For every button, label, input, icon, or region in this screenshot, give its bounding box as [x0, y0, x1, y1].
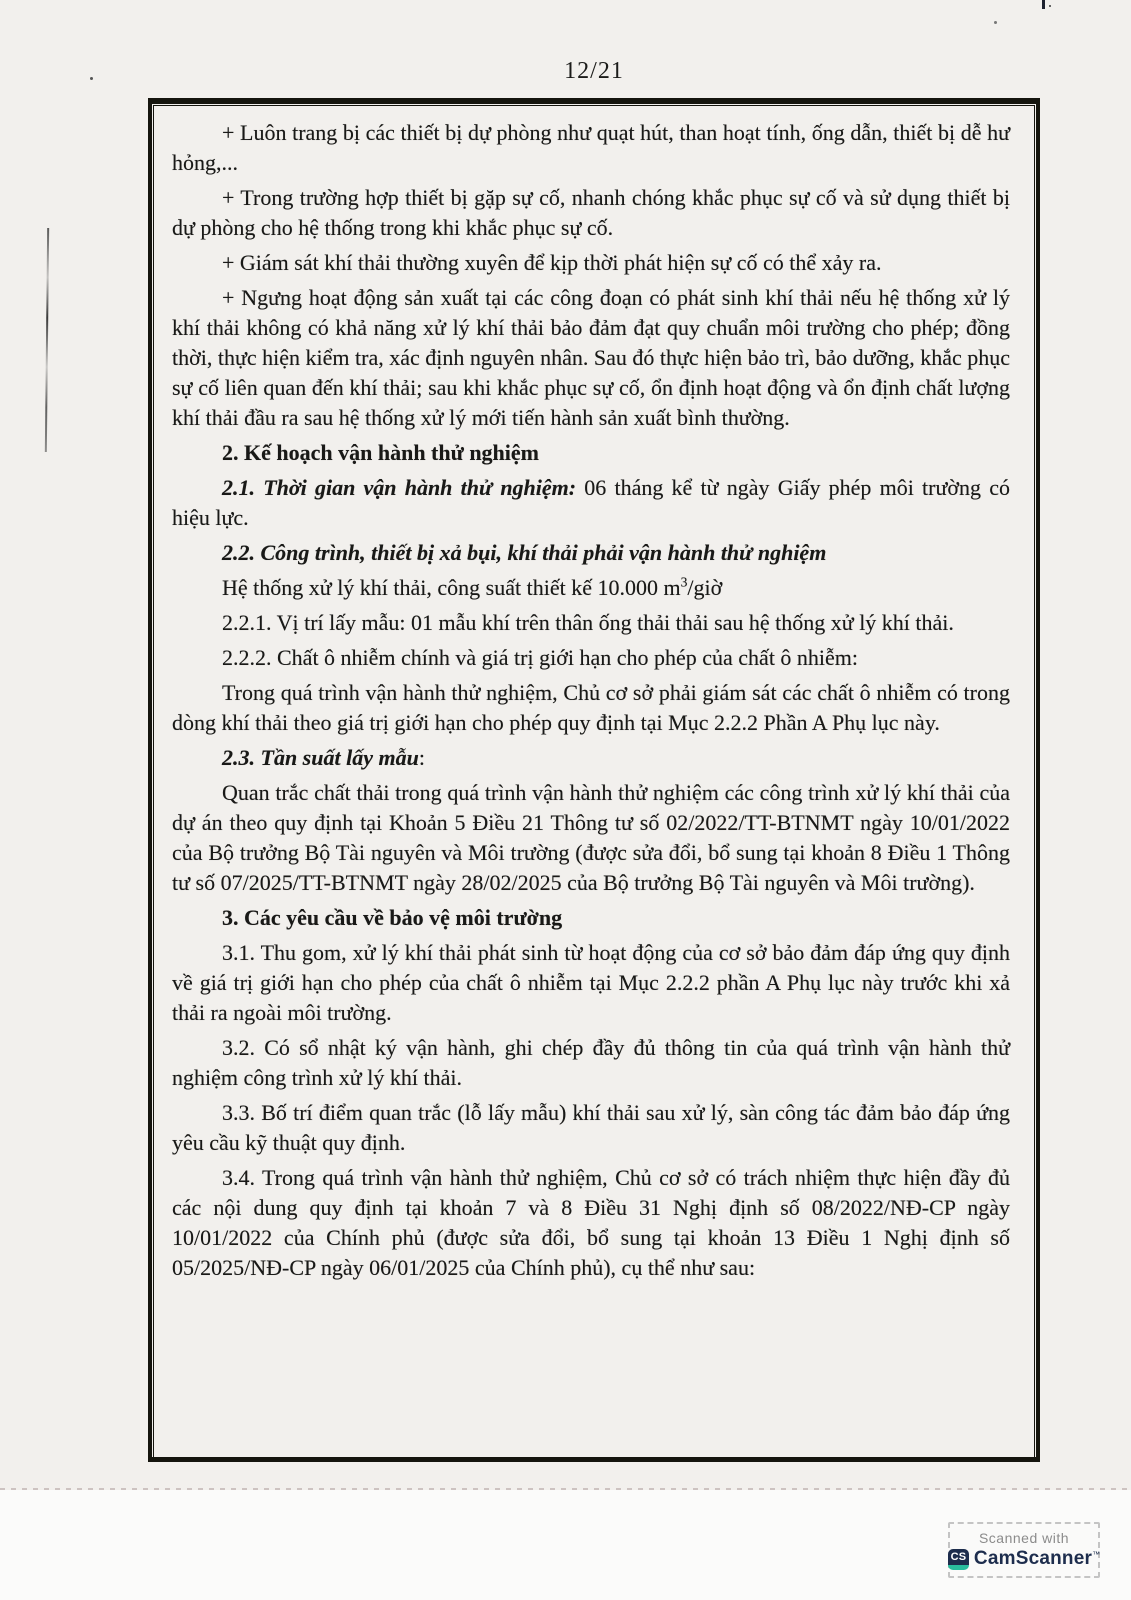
paragraph: [172, 573, 1010, 603]
paragraph: [172, 183, 1010, 243]
camscanner-logo-letters: CS: [948, 1549, 969, 1565]
text-segment: 3: [680, 574, 688, 590]
ink-mark: [1042, 0, 1045, 9]
text-segment: + Trong trường hợp thiết bị gặp sự cố, nhanh chóng khắc phục sự cố và sử dụng thiết bị dự phòng cho hệ thống trong khi khắc phục sự cố.: [172, 185, 1010, 240]
document-frame-inner: [153, 105, 1035, 1458]
scan-edge-line: [0, 1488, 1131, 1490]
section-heading: [172, 903, 1010, 933]
text-segment: 3.3. Bố trí điểm quan trắc (lỗ lấy mẫu) khí thải sau xử lý, sàn công tác đảm bảo đáp ứng yêu cầu kỹ thuật quy định.: [172, 1100, 1010, 1155]
badge-trademark: ™: [1092, 1550, 1101, 1559]
paragraph: [172, 938, 1010, 1028]
paragraph: [172, 248, 1010, 278]
ink-mark: [994, 21, 997, 24]
text-segment: 2.2.1. Vị trí lấy mẫu: 01 mẫu khí trên thân ống thải thải sau hệ thống xử lý khí thải.: [222, 610, 954, 635]
camscanner-logo-icon: [948, 1549, 969, 1570]
paragraph: [172, 283, 1010, 433]
text-segment: 3.4. Trong quá trình vận hành thử nghiệm, Chủ cơ sở có trách nhiệm thực hiện đầy đủ các nội dung quy định tại khoản 7 và 8 Điều 31 Nghị định số 08/2022/NĐ-CP ngày 10/01/2022 của Chính phủ (được sửa đổi, bổ sung tại khoản 13 Điều 1 Nghị định số 05/2025/NĐ-CP ngày 06/01/2025 của Chính phủ), cụ thể như sau:: [172, 1165, 1010, 1280]
paragraph: [172, 608, 1010, 638]
text-segment: 2.2. Công trình, thiết bị xả bụi, khí thải phải vận hành thử nghiệm: [222, 540, 827, 565]
text-segment: /giờ: [687, 575, 723, 600]
section-heading: [172, 438, 1010, 468]
badge-scanned-with-label: Scanned with: [978, 1530, 1070, 1546]
paragraph: [172, 678, 1010, 738]
text-segment: 2. Kế hoạch vận hành thử nghiệm: [222, 440, 539, 465]
badge-brand-row: [948, 1548, 1100, 1570]
document-frame: [148, 98, 1040, 1462]
text-segment: 2.1. Thời gian vận hành thử nghiệm:: [222, 475, 577, 500]
paragraph: [172, 1163, 1010, 1283]
paragraph: [172, 1098, 1010, 1158]
badge-brand-name: CamScanner: [973, 1548, 1093, 1569]
paragraph: [172, 743, 1010, 773]
text-segment: Hệ thống xử lý khí thải, công suất thiết kế 10.000 m: [222, 575, 681, 600]
text-segment: Quan trắc chất thải trong quá trình vận hành thử nghiệm các công trình xử lý khí thải của dự án theo quy định tại Khoản 5 Điều 21 Thông tư số 02/2022/TT-BTNMT ngày 10/01/2022 của Bộ trưởng Bộ Tài nguyên và Môi trường (được sửa đổi, bổ sung tại khoản 8 Điều 1 Thông tư số 07/2025/TT-BTNMT ngày 28/02/2025 của Bộ trưởng Bộ Tài nguyên và Môi trường).: [172, 780, 1010, 895]
text-segment: + Giám sát khí thải thường xuyên để kịp thời phát hiện sự cố có thể xảy ra.: [222, 250, 882, 275]
ink-mark: [1049, 5, 1051, 7]
camscanner-logo-band: [948, 1565, 969, 1570]
text-segment: 3.2. Có sổ nhật ký vận hành, ghi chép đầy đủ thông tin của quá trình vận hành thử nghiệm công trình xử lý khí thải.: [172, 1035, 1010, 1090]
text-segment: 3. Các yêu cầu về bảo vệ môi trường: [222, 905, 563, 930]
paragraph: [172, 643, 1010, 673]
paragraph: [172, 538, 1010, 568]
text-segment: 2.2.2. Chất ô nhiễm chính và giá trị giới hạn cho phép của chất ô nhiễm:: [222, 645, 859, 670]
text-segment: 3.1. Thu gom, xử lý khí thải phát sinh từ hoạt động của cơ sở bảo đảm đáp ứng quy định về giá trị giới hạn cho phép của chất ô nhiễm tại Mục 2.2.2 phần A Phụ lục này trước khi xả thải ra ngoài môi trường.: [172, 940, 1010, 1025]
paragraph: [172, 473, 1010, 533]
document-body: [172, 118, 1010, 1283]
camscanner-badge: [948, 1522, 1100, 1578]
ink-mark: [90, 77, 93, 80]
paragraph: [172, 778, 1010, 898]
text-segment: 2.3. Tần suất lấy mẫu: [222, 745, 419, 770]
page-number: 12/21: [564, 58, 624, 84]
text-segment: + Ngưng hoạt động sản xuất tại các công đoạn có phát sinh khí thải nếu hệ thống xử lý khí thải không có khả năng xử lý khí thải bảo đảm đạt quy chuẩn môi trường cho phép; đồng thời, thực hiện kiểm tra, xác định nguyên nhân. Sau đó thực hiện bảo trì, bảo dưỡng, khắc phục sự cố liên quan đến khí thải; sau khi khắc phục sự cố, ổn định hoạt động và ổn định chất lượng khí thải đầu ra sau hệ thống xử lý mới tiến hành sản xuất bình thường.: [172, 285, 1011, 430]
text-segment: 06 tháng kể từ ngày Giấy phép môi trường có hiệu lực.: [172, 475, 1010, 530]
text-segment: Trong quá trình vận hành thử nghiệm, Chủ cơ sở phải giám sát các chất ô nhiễm có trong dòng khí thải theo giá trị giới hạn cho phép quy định tại Mục 2.2.2 Phần A Phụ lục này.: [172, 680, 1010, 735]
text-segment: + Luôn trang bị các thiết bị dự phòng như quạt hút, than hoạt tính, ống dẫn, thiết bị dễ hư hỏng,...: [172, 120, 1010, 175]
paragraph: [172, 1033, 1010, 1093]
text-segment: :: [418, 745, 425, 770]
paragraph: [172, 118, 1010, 178]
